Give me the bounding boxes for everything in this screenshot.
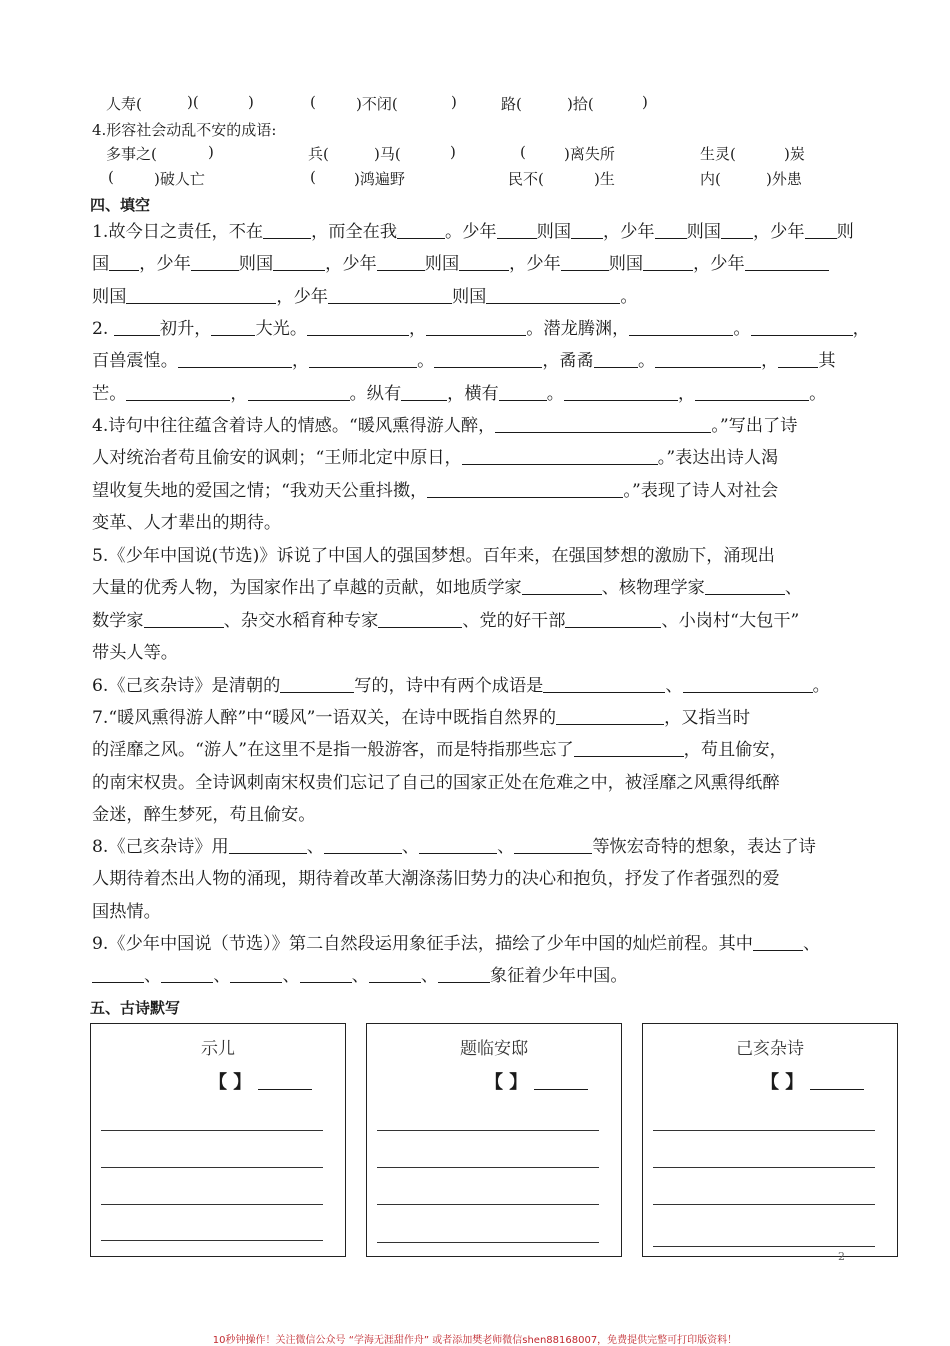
idiom-text: ) xyxy=(642,93,648,111)
answer-line xyxy=(101,1204,323,1205)
answer-line xyxy=(653,1246,875,1247)
answer-line xyxy=(377,1130,599,1131)
poem-box-tilinandi xyxy=(366,1023,622,1257)
answer-line xyxy=(101,1130,323,1131)
answer-line xyxy=(653,1204,875,1205)
idiom-text: ) xyxy=(208,143,214,161)
idiom-text: 内( xyxy=(700,170,721,188)
page-number: 2 xyxy=(838,1250,845,1263)
poem-box-jihaizashi xyxy=(642,1023,898,1257)
answer-line xyxy=(101,1240,323,1241)
author-blank: 【 】 xyxy=(761,1068,864,1094)
idiom-text: ( xyxy=(108,168,114,186)
idiom-text: ( xyxy=(310,168,316,186)
idiom-text: )破人亡 xyxy=(154,170,205,188)
idiom-text: )不闭( xyxy=(356,95,398,113)
author-blank: 【 】 xyxy=(485,1068,588,1094)
question-6: 6.《己亥杂诗》是清朝的 写的，诗中有两个成语是 、 。 xyxy=(92,676,830,696)
answer-line xyxy=(653,1167,875,1168)
section-title: 五、古诗默写 xyxy=(90,999,181,1017)
poem-title: 己亥杂诗 xyxy=(736,1039,804,1059)
answer-line xyxy=(377,1204,599,1205)
question-9: 9.《少年中国说（节选）》第二自然段运用象征手法，描绘了少年中国的灿烂前程。其中 、 、 、 、 、 、 象征着少年中国。 xyxy=(92,934,821,987)
idiom-text: ( xyxy=(310,93,316,111)
answer-line xyxy=(377,1167,599,1168)
question-4: 4.诗句中往往蕴含着诗人的情感。“暖风熏得游人醉， 。”写出了诗 人对统治者苟且偷安的讽刺；“王师北定中原日， 。”表达出诗人渴 望收复失地的爱国之情；“我劝天公重抖擞， 。”表现了诗人对社会 变革、人才辈出的期待。 xyxy=(92,416,798,533)
idiom-text: 兵( xyxy=(308,145,329,163)
question-7: 7.“暖风熏得游人醉”中“暖风”一语双关，在诗中既指自然界的 ，又指当时 的淫靡之风。“游人”在这里不是指一般游客，而是特指那些忘了 ，苟且偷安， 的南宋权贵。全诗讽刺南宋权贵们忘记了自己的国家正处在危难之中，被淫靡之风熏得纸醉 金迷，醉生梦死，苟且偷安。 xyxy=(92,708,787,825)
poem-title: 题临安邸 xyxy=(460,1039,528,1059)
idiom-text: 多事之( xyxy=(106,145,157,163)
section-title: 四、填空 xyxy=(90,196,151,214)
question-2: 2. 初升， 大光。 ， 。潜龙腾渊， 。 ， 百兽震惶。 ， 。 ，矞矞 。 ， 其 芒。 ， 。纵有 ，横有 。 ， 。 xyxy=(92,319,870,404)
idiom-text: )离失所 xyxy=(564,145,615,163)
idiom-text: )炭 xyxy=(784,145,805,163)
idiom-text: ) xyxy=(451,93,457,111)
idiom-text: ( xyxy=(520,143,526,161)
idiom-text: )拾( xyxy=(567,95,594,113)
idiom-text: 路( xyxy=(501,95,522,113)
poem-title: 示儿 xyxy=(201,1039,235,1059)
idiom-text: ) xyxy=(450,143,456,161)
idiom-text: )外患 xyxy=(766,170,802,188)
answer-line xyxy=(101,1167,323,1168)
question-8: 8.《己亥杂诗》用 、 、 、 等恢宏奇特的想象，表达了诗 人期待着杰出人物的涌现，期待着改革大潮涤荡旧势力的决心和抱负，抒发了作者强烈的爱 国热情。 xyxy=(92,837,816,922)
footer-notice: 10秒钟操作！关注微信公众号 “学海无涯甜作舟” 或者添加樊老师微信shen88168007，免费提供完整可打印版资料！ xyxy=(212,1335,738,1346)
poem-box-shier xyxy=(90,1023,346,1257)
idiom-text: )( xyxy=(187,93,199,111)
answer-line xyxy=(653,1130,875,1131)
question-1: 1.故今日之责任，不在 ，而全在我 。少年 则国 ，少年 则国 ，少年 则 国 ，少年 则国 ，少年 则国 ，少年 则国 ，少年 则国 ，少年 则国 。 xyxy=(92,222,854,307)
idiom-text: ) xyxy=(248,93,254,111)
idiom-text: )鸿遍野 xyxy=(354,170,405,188)
idiom-text: )马( xyxy=(374,145,401,163)
author-blank: 【 】 xyxy=(209,1068,312,1094)
answer-line xyxy=(377,1242,599,1243)
question-5: 5.《少年中国说(节选)》诉说了中国人的强国梦想。百年来，在强国梦想的激励下，涌现出 大量的优秀人物，为国家作出了卓越的贡献，如地质学家 、核物理学家 、 数学家 、杂交水稻育种专家 、党的好干部 、小岗村“大包干” 带头人等。 xyxy=(92,546,803,663)
idiom-text: 生灵( xyxy=(700,145,736,163)
idiom-text: 民不( xyxy=(508,170,544,188)
idiom-text: )生 xyxy=(594,170,615,188)
idiom-text: 人寿( xyxy=(106,95,142,113)
question-title: 4.形容社会动乱不安的成语: xyxy=(92,121,277,139)
